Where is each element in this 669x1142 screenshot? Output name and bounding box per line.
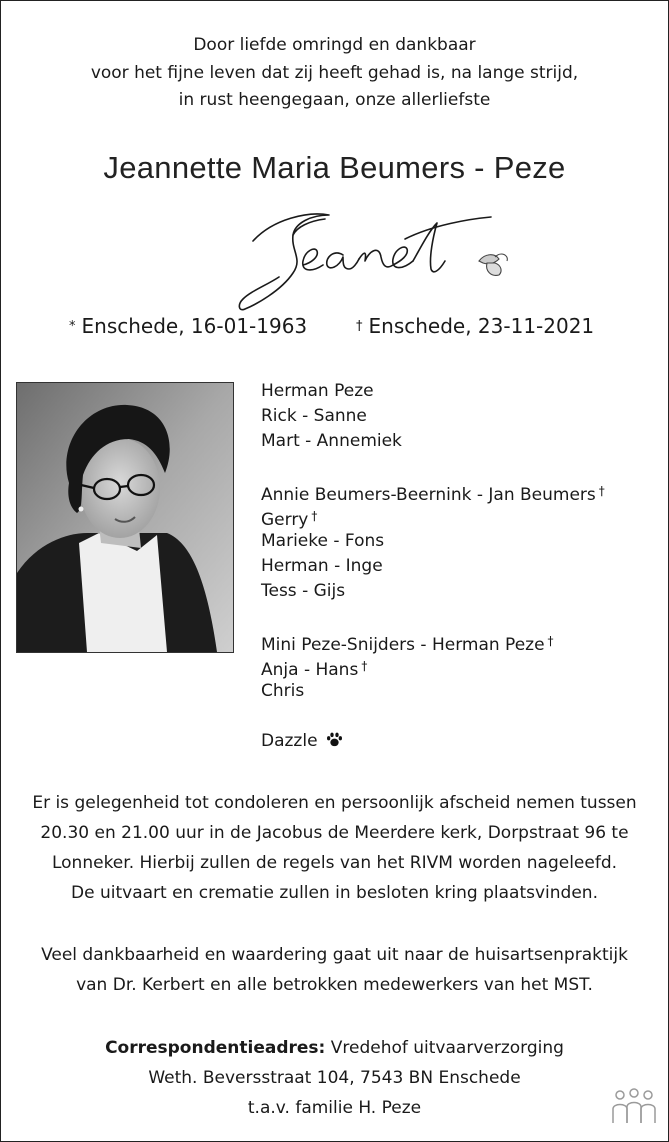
cross-symbol: † xyxy=(361,659,368,673)
intro-line: Door liefde omringd en dankbaar xyxy=(193,35,476,55)
address-line: Vredehof uitvaarverzorging xyxy=(325,1038,564,1058)
people-group-icon xyxy=(610,1087,658,1127)
family-member: Rick - Sanne xyxy=(261,406,367,426)
intro-text xyxy=(1,32,668,115)
family-list xyxy=(261,379,605,754)
family-member: Anja - Hans † xyxy=(261,659,368,680)
family-member: Mart - Annemiek xyxy=(261,431,402,451)
birth-star-symbol: * xyxy=(69,319,76,334)
portrait-photo xyxy=(16,382,234,653)
address-line: Weth. Beversstraat 104, 7543 BN Enschede xyxy=(148,1068,521,1088)
cross-symbol: † xyxy=(311,509,318,523)
death-date: Enschede, 23-11-2021 xyxy=(368,314,595,338)
cross-symbol: † xyxy=(598,484,605,498)
birth-date: Enschede, 16-01-1963 xyxy=(81,314,308,338)
pet-entry xyxy=(261,729,605,754)
birth-info xyxy=(69,314,307,338)
signature-nickname-image xyxy=(233,201,513,321)
intro-line: in rust heengegaan, onze allerliefste xyxy=(178,90,491,110)
family-member: Tess - Gijs xyxy=(261,581,346,601)
death-info xyxy=(356,314,594,338)
family-member: Herman Peze xyxy=(261,381,374,401)
family-member: Chris xyxy=(261,681,305,701)
intro-line: voor het fijne leven dat zij heeft gehad is, na lange strijd, xyxy=(90,62,579,83)
deceased-name: Jeannette Maria Beumers - Peze xyxy=(103,150,566,185)
cross-symbol: † xyxy=(547,634,554,648)
correspondence-address xyxy=(1,1033,668,1123)
family-member: Annie Beumers-Beernink - Jan Beumers † xyxy=(261,484,605,505)
family-member: Gerry † xyxy=(261,509,318,530)
death-cross-symbol: † xyxy=(356,319,363,334)
family-member: Herman - Inge xyxy=(261,556,383,576)
address-line: t.a.v. familie H. Peze xyxy=(247,1098,422,1118)
paw-icon xyxy=(326,732,343,747)
address-label: Correspondentieadres: xyxy=(105,1038,326,1058)
pet-name: Dazzle xyxy=(261,731,318,751)
family-member: Mini Peze-Snijders - Herman Peze † xyxy=(261,634,554,655)
family-member: Marieke - Fons xyxy=(261,531,385,551)
condolence-text: Er is gelegenheid tot condoleren en persoonlijk afscheid nemen tussen 20.30 en 21.00 uur in de Jacobus de Meerdere kerk, Dorpstraat 96 te Lonneker. Hierbij zullen de regels van het RIVM worden nageleefd. De uitvaart en crematie zullen in besloten kring plaatsvinden. xyxy=(32,793,637,903)
thanks-text: Veel dankbaarheid en waardering gaat uit naar de huisartsenpraktijk van Dr. Kerbert en alle betrokken medewerkers van het MST. xyxy=(41,945,628,995)
